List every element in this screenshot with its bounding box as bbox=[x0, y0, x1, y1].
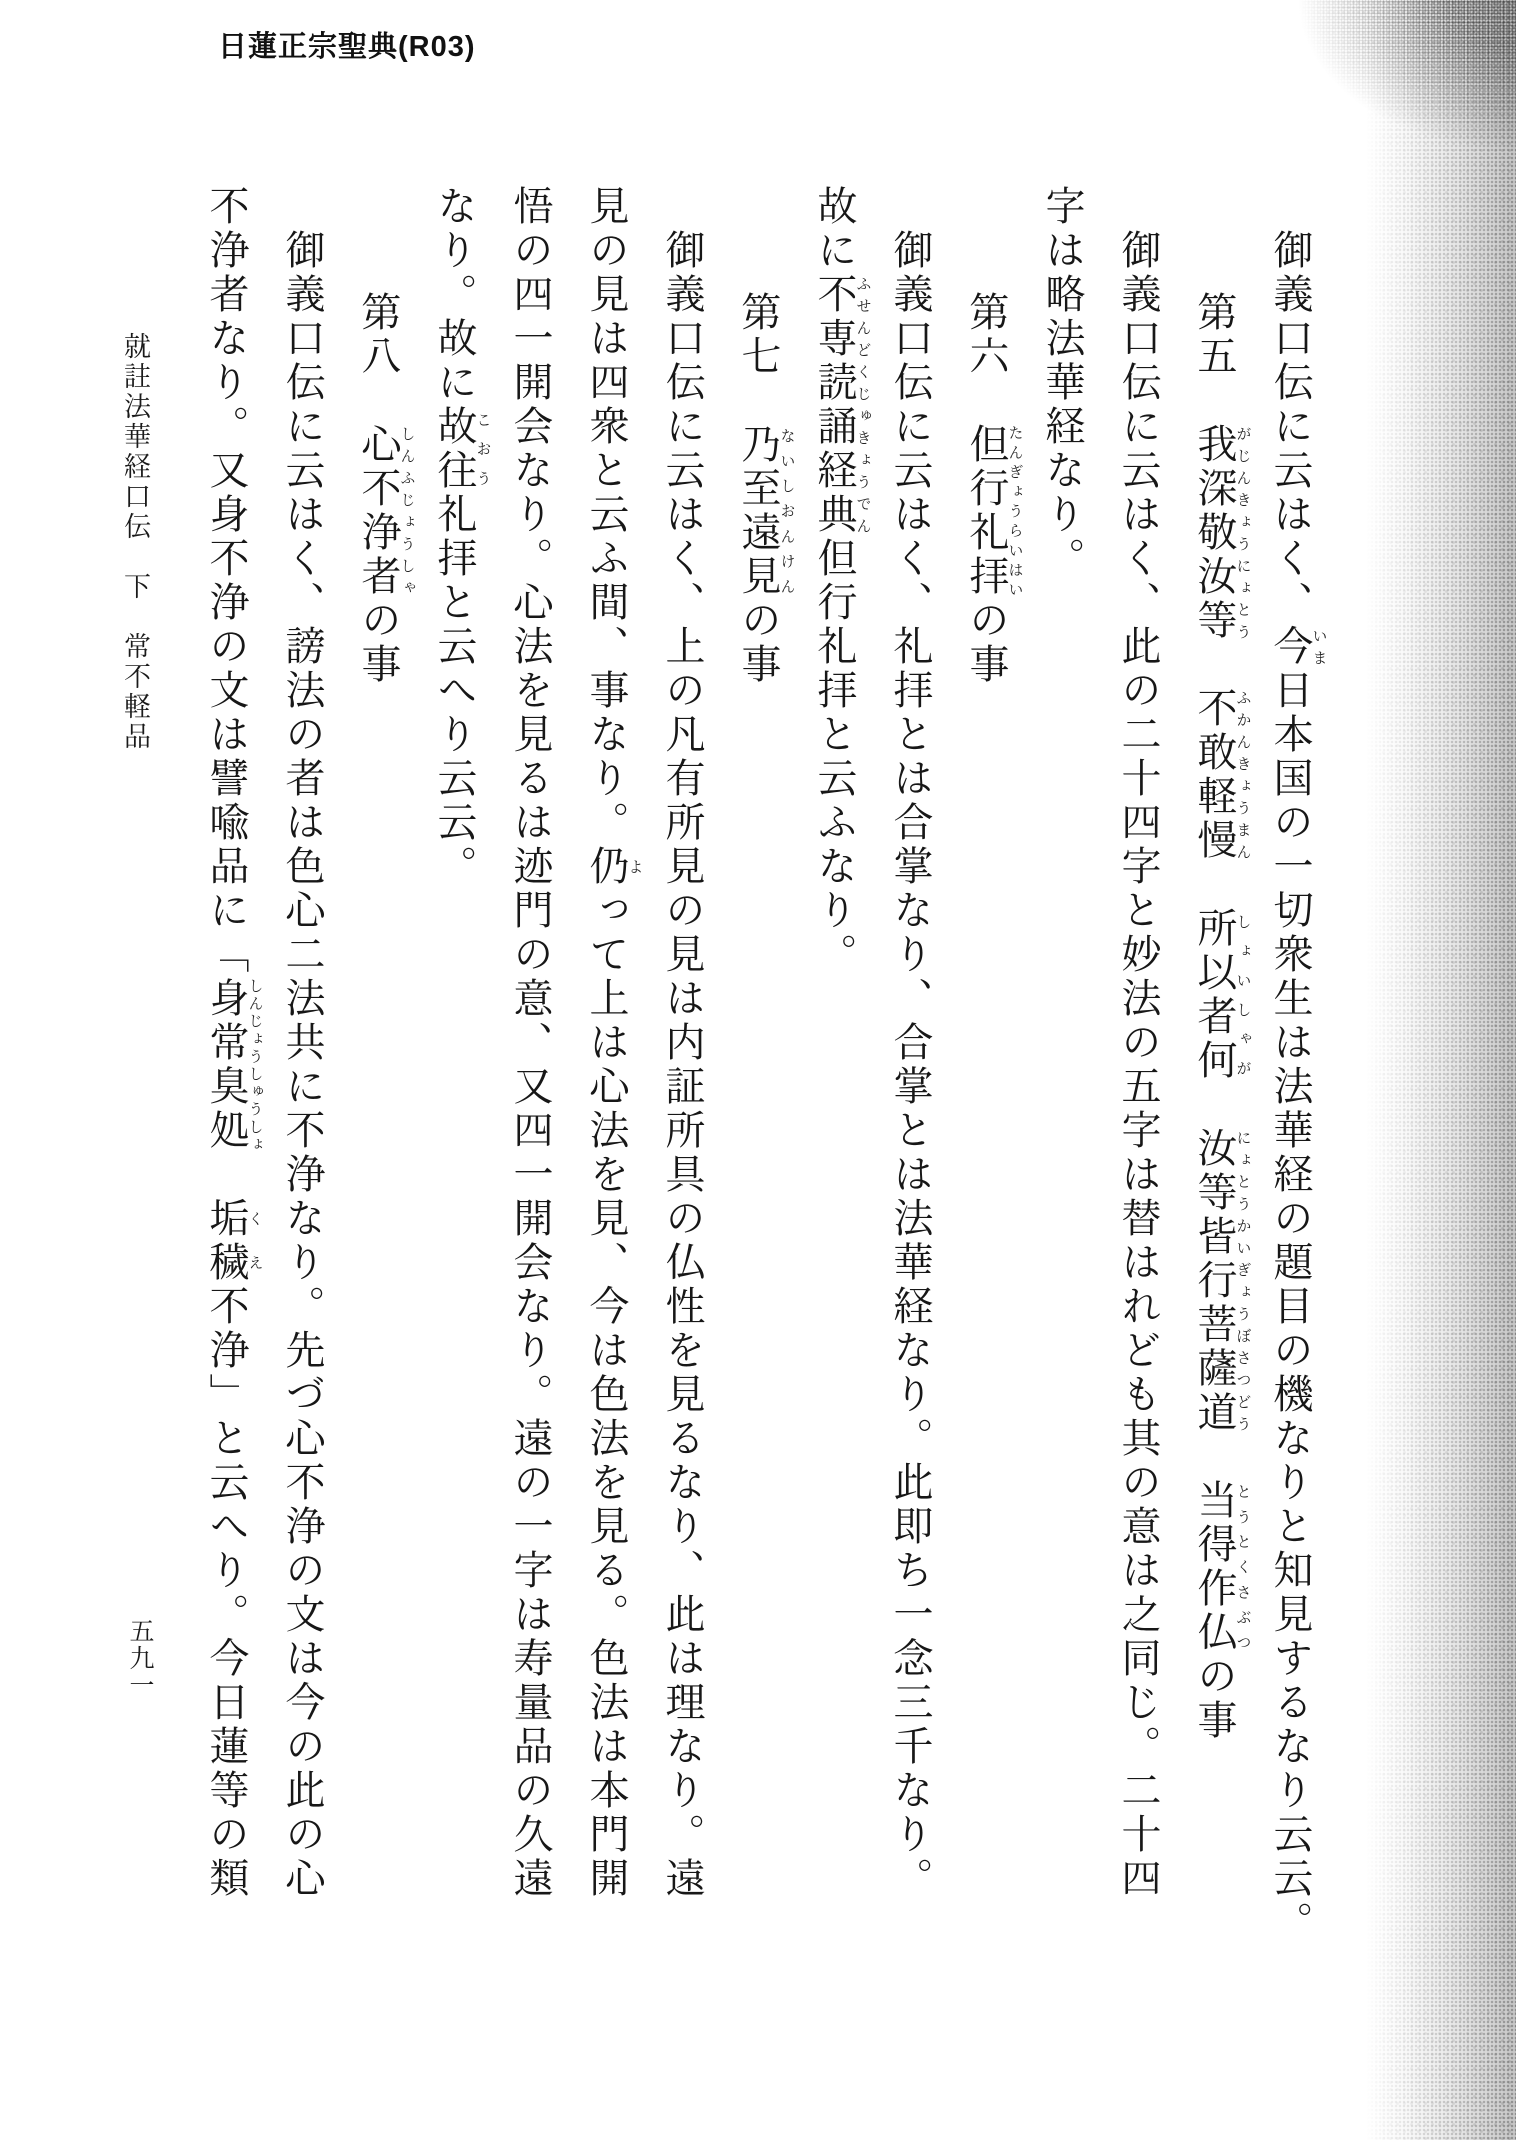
text-run bbox=[1192, 1435, 1237, 1479]
text-run: 礼拝と云へり云云。 bbox=[432, 493, 477, 889]
text-column bbox=[568, 185, 644, 2095]
text-run: 御義口伝に云はく、 bbox=[1268, 229, 1313, 625]
scan-noise-top-right bbox=[1226, 0, 1516, 200]
text-run bbox=[1192, 1083, 1237, 1127]
text-column bbox=[264, 185, 340, 2095]
ruby-annotated-text: 但行礼拝たんぎょうらいはい bbox=[964, 423, 1023, 599]
ruby-annotated-text: 不専読誦経典ふせんどくじゅきょうでん bbox=[812, 273, 871, 537]
text-run: 見の見は四衆と云ふ間、事なり。 bbox=[584, 185, 629, 845]
ruby-annotated-text: 汝等皆行菩薩道にょとうかいぎょうぼさつどう bbox=[1192, 1127, 1251, 1435]
text-column bbox=[872, 185, 948, 2095]
furigana: くえ bbox=[246, 1197, 263, 1285]
ruby-annotated-text: 乃至遠見ないしおんけん bbox=[736, 423, 795, 599]
text-run: 不浄者なり。又身不浄の文は譬喩品に「 bbox=[204, 185, 249, 977]
book-title: 日蓮正宗聖典(R03) bbox=[218, 31, 476, 63]
ruby-annotated-text: 当得作仏とうとくさぶつ bbox=[1192, 1479, 1251, 1655]
text-run: 御義口伝に云はく、此の二十四字と妙法の五字は替はれども其の意は之同じ。二十四 bbox=[1116, 229, 1161, 1901]
text-run: の事 bbox=[736, 599, 781, 687]
text-run bbox=[1192, 863, 1237, 907]
text-column bbox=[1176, 185, 1252, 2095]
running-title: 就註法華経口伝 下 常不軽品 bbox=[120, 332, 150, 752]
text-run: 但行礼拝と云ふなり。 bbox=[812, 537, 857, 977]
text-run: の事 bbox=[356, 599, 401, 687]
furigana: しんふじょうしゃ bbox=[398, 423, 415, 599]
furigana: たんぎょうらいはい bbox=[1006, 423, 1023, 599]
furigana: ないしおんけん bbox=[778, 423, 795, 599]
text-column bbox=[416, 185, 492, 2095]
furigana: にょとうかいぎょうぼさつどう bbox=[1234, 1127, 1251, 1435]
main-text-body bbox=[188, 185, 1328, 2095]
ruby-annotated-text: 故往こおう bbox=[432, 405, 491, 493]
furigana: しょいしゃが bbox=[1234, 907, 1251, 1083]
text-column bbox=[1100, 185, 1176, 2095]
furigana: ふかんきょうまん bbox=[1234, 687, 1251, 863]
furigana: とうとくさぶつ bbox=[1234, 1479, 1251, 1655]
page-number: 五九一 bbox=[126, 1618, 153, 1699]
text-run: 第五 bbox=[1192, 291, 1237, 423]
furigana: しんじょうしゅうしょ bbox=[246, 977, 263, 1153]
text-column bbox=[948, 185, 1024, 2095]
text-run bbox=[204, 1153, 249, 1197]
ruby-annotated-text: 心不浄者しんふじょうしゃ bbox=[356, 423, 415, 599]
furigana: よ bbox=[626, 845, 643, 889]
furigana: がじんきょうにょとう bbox=[1234, 423, 1251, 643]
text-run: の事 bbox=[1192, 1655, 1237, 1743]
text-column bbox=[188, 185, 264, 2095]
text-run: 御義口伝に云はく、上の凡有所見の見は内証所具の仏性を見るなり、此は理なり。遠 bbox=[660, 229, 705, 1901]
ruby-annotated-text: 今いま bbox=[1268, 625, 1327, 669]
text-run bbox=[1192, 643, 1237, 687]
text-run: 日本国の一切衆生は法華経の題目の機なりと知見するなり云云。 bbox=[1268, 669, 1313, 1945]
furigana: ふせんどくじゅきょうでん bbox=[854, 273, 871, 537]
text-column bbox=[340, 185, 416, 2095]
text-run: 第八 bbox=[356, 291, 401, 423]
text-run: 第六 bbox=[964, 291, 1009, 423]
text-run: って上は心法を見、今は色法を見る。色法は本門開 bbox=[584, 889, 629, 1901]
furigana: いま bbox=[1310, 625, 1327, 669]
text-run: なり。故に bbox=[432, 185, 477, 405]
ruby-annotated-text: 仍よ bbox=[584, 845, 643, 889]
text-run: 第七 bbox=[736, 291, 781, 423]
furigana: こおう bbox=[474, 405, 491, 493]
page-header bbox=[218, 24, 476, 65]
scan-edge-artifact bbox=[1366, 0, 1516, 2140]
text-column bbox=[492, 185, 568, 2095]
text-column bbox=[796, 185, 872, 2095]
text-column bbox=[720, 185, 796, 2095]
text-run: の事 bbox=[964, 599, 1009, 687]
ruby-annotated-text: 不敢軽慢ふかんきょうまん bbox=[1192, 687, 1251, 863]
text-run: 悟の四一開会なり。心法を見るは迹門の意、又四一開会なり。遠の一字は寿量品の久遠 bbox=[508, 185, 553, 1901]
text-column bbox=[644, 185, 720, 2095]
text-run: 御義口伝に云はく、礼拝とは合掌なり、合掌とは法華経なり。此即ち一念三千なり。 bbox=[888, 229, 933, 1901]
ruby-annotated-text: 所以者何しょいしゃが bbox=[1192, 907, 1251, 1083]
text-run: 御義口伝に云はく、謗法の者は色心二法共に不浄なり。先づ心不浄の文は今の此の心 bbox=[280, 229, 325, 1901]
ruby-annotated-text: 垢穢くえ bbox=[204, 1197, 263, 1285]
text-run: 故に bbox=[812, 185, 857, 273]
ruby-annotated-text: 我深敬汝等がじんきょうにょとう bbox=[1192, 423, 1251, 643]
text-run: 字は略法華経なり。 bbox=[1040, 185, 1085, 581]
text-run: 不浄」と云へり。今日蓮等の類 bbox=[204, 1285, 249, 1901]
text-column bbox=[1252, 185, 1328, 2095]
ruby-annotated-text: 身常臭処しんじょうしゅうしょ bbox=[204, 977, 263, 1153]
text-column bbox=[1024, 185, 1100, 2095]
